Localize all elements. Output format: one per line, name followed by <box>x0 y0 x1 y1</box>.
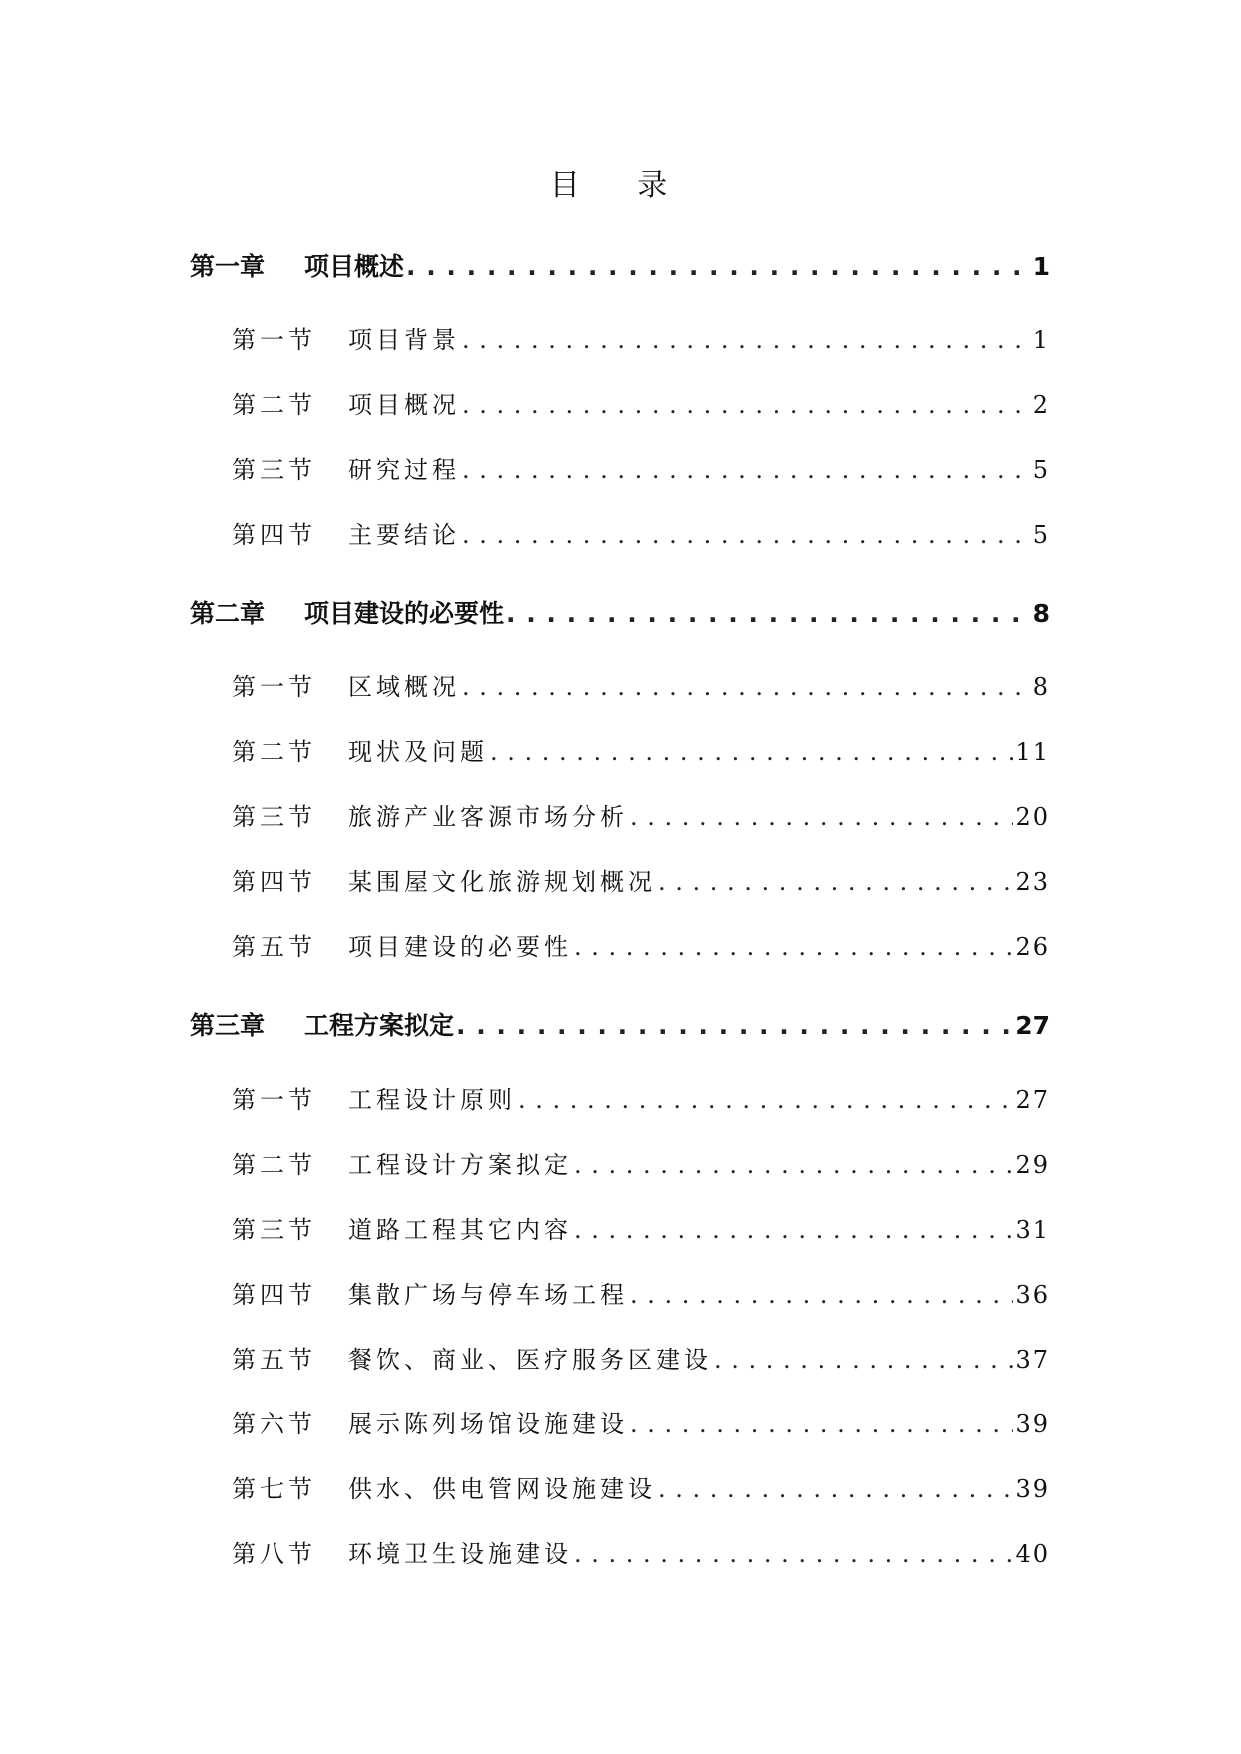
toc-entry-section[interactable] <box>232 1145 1050 1180</box>
entry-page-number: 39 <box>1015 1410 1050 1438</box>
leader-dots <box>714 1346 1013 1374</box>
toc-entry-section[interactable] <box>232 862 1050 897</box>
entry-title: 现状及问题 <box>348 738 488 766</box>
entry-number: 第一章 <box>190 252 266 281</box>
entry-page-number: 36 <box>1015 1281 1050 1309</box>
entry-title: 集散广场与停车场工程 <box>348 1281 628 1309</box>
entry-number: 第四节 <box>232 521 316 549</box>
entry-page-number: 20 <box>1015 803 1050 831</box>
leader-dots <box>574 1151 1013 1179</box>
entry-page-number: 1 <box>1032 252 1050 281</box>
entry-page-number: 23 <box>1015 868 1050 896</box>
leader-dots <box>456 1011 1013 1040</box>
toc-entry-section[interactable] <box>232 320 1050 355</box>
leader-dots <box>630 1281 1013 1309</box>
toc-entry-section[interactable] <box>232 385 1050 420</box>
entry-title: 供水、供电管网设施建设 <box>348 1475 656 1503</box>
leader-dots <box>462 673 1031 701</box>
entry-number: 第三章 <box>190 1011 266 1040</box>
entry-page-number: 2 <box>1032 391 1050 419</box>
entry-page-number: 31 <box>1015 1216 1050 1244</box>
entry-number: 第五节 <box>232 1346 316 1374</box>
entry-number: 第五节 <box>232 933 316 961</box>
leader-dots <box>658 1475 1013 1503</box>
entry-number: 第二节 <box>232 738 316 766</box>
entry-number: 第三节 <box>232 1216 316 1244</box>
toc-entry-section[interactable] <box>232 1404 1050 1439</box>
entry-number: 第二章 <box>190 599 266 628</box>
entry-number: 第二节 <box>232 391 316 419</box>
entry-title: 工程设计方案拟定 <box>348 1151 572 1179</box>
leader-dots <box>490 738 1013 766</box>
entry-number: 第三节 <box>232 456 316 484</box>
entry-page-number: 27 <box>1015 1086 1050 1114</box>
entry-title: 工程方案拟定 <box>304 1011 455 1040</box>
entry-title: 项目概况 <box>348 391 460 419</box>
entry-page-number: 39 <box>1015 1475 1050 1503</box>
leader-dots <box>574 933 1013 961</box>
leader-dots <box>574 1540 1013 1568</box>
toc-entry-section[interactable] <box>232 1469 1050 1504</box>
leader-dots <box>518 1086 1013 1114</box>
entry-number: 第四节 <box>232 1281 316 1309</box>
entry-number: 第一节 <box>232 673 316 701</box>
leader-dots <box>462 521 1031 549</box>
entry-title: 项目背景 <box>348 326 460 354</box>
toc-entry-chapter[interactable] <box>190 594 1050 630</box>
entry-number: 第四节 <box>232 868 316 896</box>
leader-dots <box>462 326 1031 354</box>
entry-page-number: 8 <box>1032 673 1050 701</box>
leader-dots <box>658 868 1013 896</box>
entry-title: 工程设计原则 <box>348 1086 516 1114</box>
leader-dots <box>630 1410 1013 1438</box>
leader-dots <box>462 391 1031 419</box>
entry-number: 第八节 <box>232 1540 316 1568</box>
entry-page-number: 26 <box>1015 933 1050 961</box>
toc-entry-section[interactable] <box>232 515 1050 550</box>
toc-title: 目 录 <box>549 168 692 203</box>
entry-page-number: 5 <box>1032 456 1050 484</box>
entry-page-number: 37 <box>1015 1346 1050 1374</box>
toc-entry-section[interactable] <box>232 1340 1050 1375</box>
toc-entry-chapter[interactable] <box>190 1006 1050 1042</box>
entry-title: 主要结论 <box>348 521 460 549</box>
toc-entry-section[interactable] <box>232 450 1050 485</box>
entry-page-number: 27 <box>1015 1011 1050 1040</box>
entry-page-number: 40 <box>1015 1540 1050 1568</box>
entry-title: 道路工程其它内容 <box>348 1216 572 1244</box>
entry-title: 项目概述 <box>304 252 405 281</box>
toc-entry-section[interactable] <box>232 667 1050 702</box>
entry-page-number: 29 <box>1015 1151 1050 1179</box>
toc-entry-section[interactable] <box>232 732 1050 767</box>
entry-title: 区域概况 <box>348 673 460 701</box>
toc-entry-section[interactable] <box>232 927 1050 962</box>
entry-number: 第二节 <box>232 1151 316 1179</box>
toc-entry-chapter[interactable] <box>190 247 1050 283</box>
entry-number: 第六节 <box>232 1410 316 1438</box>
entry-number: 第一节 <box>232 326 316 354</box>
toc-entry-section[interactable] <box>232 1080 1050 1115</box>
entry-number: 第七节 <box>232 1475 316 1503</box>
toc-entry-section[interactable] <box>232 1534 1050 1569</box>
entry-number: 第三节 <box>232 803 316 831</box>
entry-page-number: 1 <box>1032 326 1050 354</box>
entry-number: 第一节 <box>232 1086 316 1114</box>
entry-title: 展示陈列场馆设施建设 <box>348 1410 628 1438</box>
entry-page-number: 5 <box>1032 521 1050 549</box>
entry-title: 项目建设的必要性 <box>304 599 505 628</box>
toc-entry-section[interactable] <box>232 1275 1050 1310</box>
entry-page-number: 11 <box>1015 738 1050 766</box>
leader-dots <box>506 599 1031 628</box>
entry-title: 环境卫生设施建设 <box>348 1540 572 1568</box>
entry-title: 餐饮、商业、医疗服务区建设 <box>348 1346 712 1374</box>
entry-page-number: 8 <box>1032 599 1050 628</box>
entry-title: 项目建设的必要性 <box>348 933 572 961</box>
entry-title: 研究过程 <box>348 456 460 484</box>
leader-dots <box>630 803 1013 831</box>
entry-title: 旅游产业客源市场分析 <box>348 803 628 831</box>
leader-dots <box>574 1216 1013 1244</box>
toc-entry-section[interactable] <box>232 1210 1050 1245</box>
leader-dots <box>406 252 1031 281</box>
entry-title: 某围屋文化旅游规划概况 <box>348 868 656 896</box>
toc-entry-section[interactable] <box>232 797 1050 832</box>
leader-dots <box>462 456 1031 484</box>
